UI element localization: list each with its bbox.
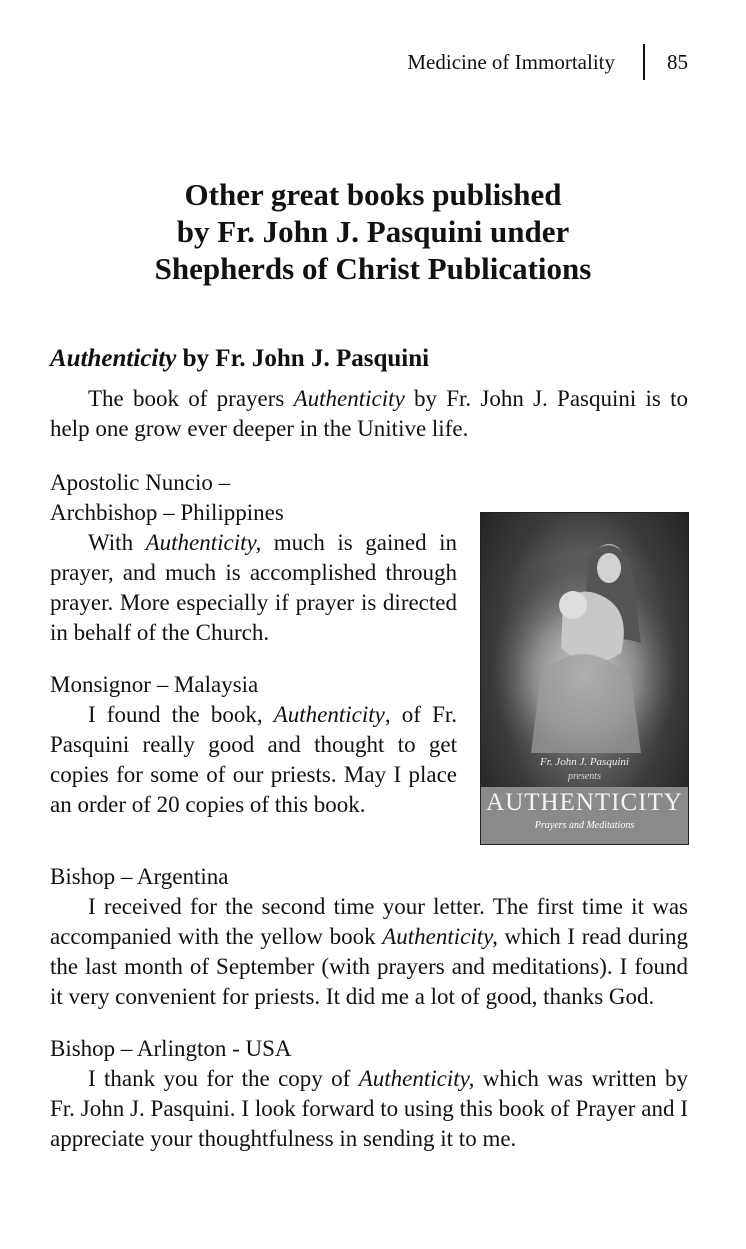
testimonial [50, 1034, 688, 1154]
running-header [407, 48, 688, 76]
testimonial-source: Monsignor – Malaysia [50, 672, 259, 697]
testimonial-text: I found the book, Authenticity, of Fr. Pasquini really good and thought to get copies for some of our priests. May I place an order of 20 copies of this book. [50, 702, 457, 817]
testimonial [50, 862, 688, 1012]
testimonial-source: Archbishop – Philippines [50, 500, 284, 525]
testimonial-text: I received for the second time your letter. The first time it was accompanied with the yellow book Authenticity, which I read during the last month of September (with prayers and meditations). I found it very convenient for priests. It did me a lot of good, thanks God. [50, 894, 688, 1009]
book-cover-image [480, 512, 689, 845]
title-line: by Fr. John J. Pasquini under [176, 214, 570, 249]
cover-subtitle: Prayers and Meditations [534, 820, 635, 831]
title-line: Other great books published [184, 177, 562, 212]
header-divider [643, 44, 645, 80]
page-title [0, 176, 746, 287]
testimonial-text: With Authenticity, much is gained in prayer, and much is accomplished through prayer. More especially if prayer is directed in behalf of the Church. [50, 530, 457, 645]
remaining-testimonials [50, 862, 688, 1176]
book-title: Authenticity [50, 345, 177, 372]
book-byline: by Fr. John J. Pasquini [182, 345, 430, 372]
cover-presents: presents [568, 771, 601, 782]
cover-author: Fr. John J. Pasquini [540, 756, 629, 768]
testimonial-source: Apostolic Nuncio – [50, 470, 231, 495]
intro-paragraph: The book of prayers Authenticity by Fr. John J. Pasquini is to help one grow ever deeper in the Unitive life. [50, 386, 688, 441]
testimonial-source: Bishop – Argentina [50, 864, 229, 889]
cover-title: AUTHENTICITY [486, 789, 683, 816]
testimonial [50, 670, 457, 820]
running-title: Medicine of Immortality [407, 49, 615, 74]
page-number: 85 [667, 49, 688, 74]
title-line: Shepherds of Christ Publications [154, 251, 592, 286]
book-heading [50, 344, 688, 374]
testimonial-source: Bishop – Arlington - USA [50, 1036, 292, 1061]
madonna-and-child-icon [481, 513, 688, 763]
testimonial [50, 468, 457, 648]
testimonial-text: I thank you for the copy of Authenticity, which was written by Fr. John J. Pasquini. I look forward to using this book of Prayer and I appreciate your thoughtfulness in sending it to me. [50, 1066, 688, 1151]
